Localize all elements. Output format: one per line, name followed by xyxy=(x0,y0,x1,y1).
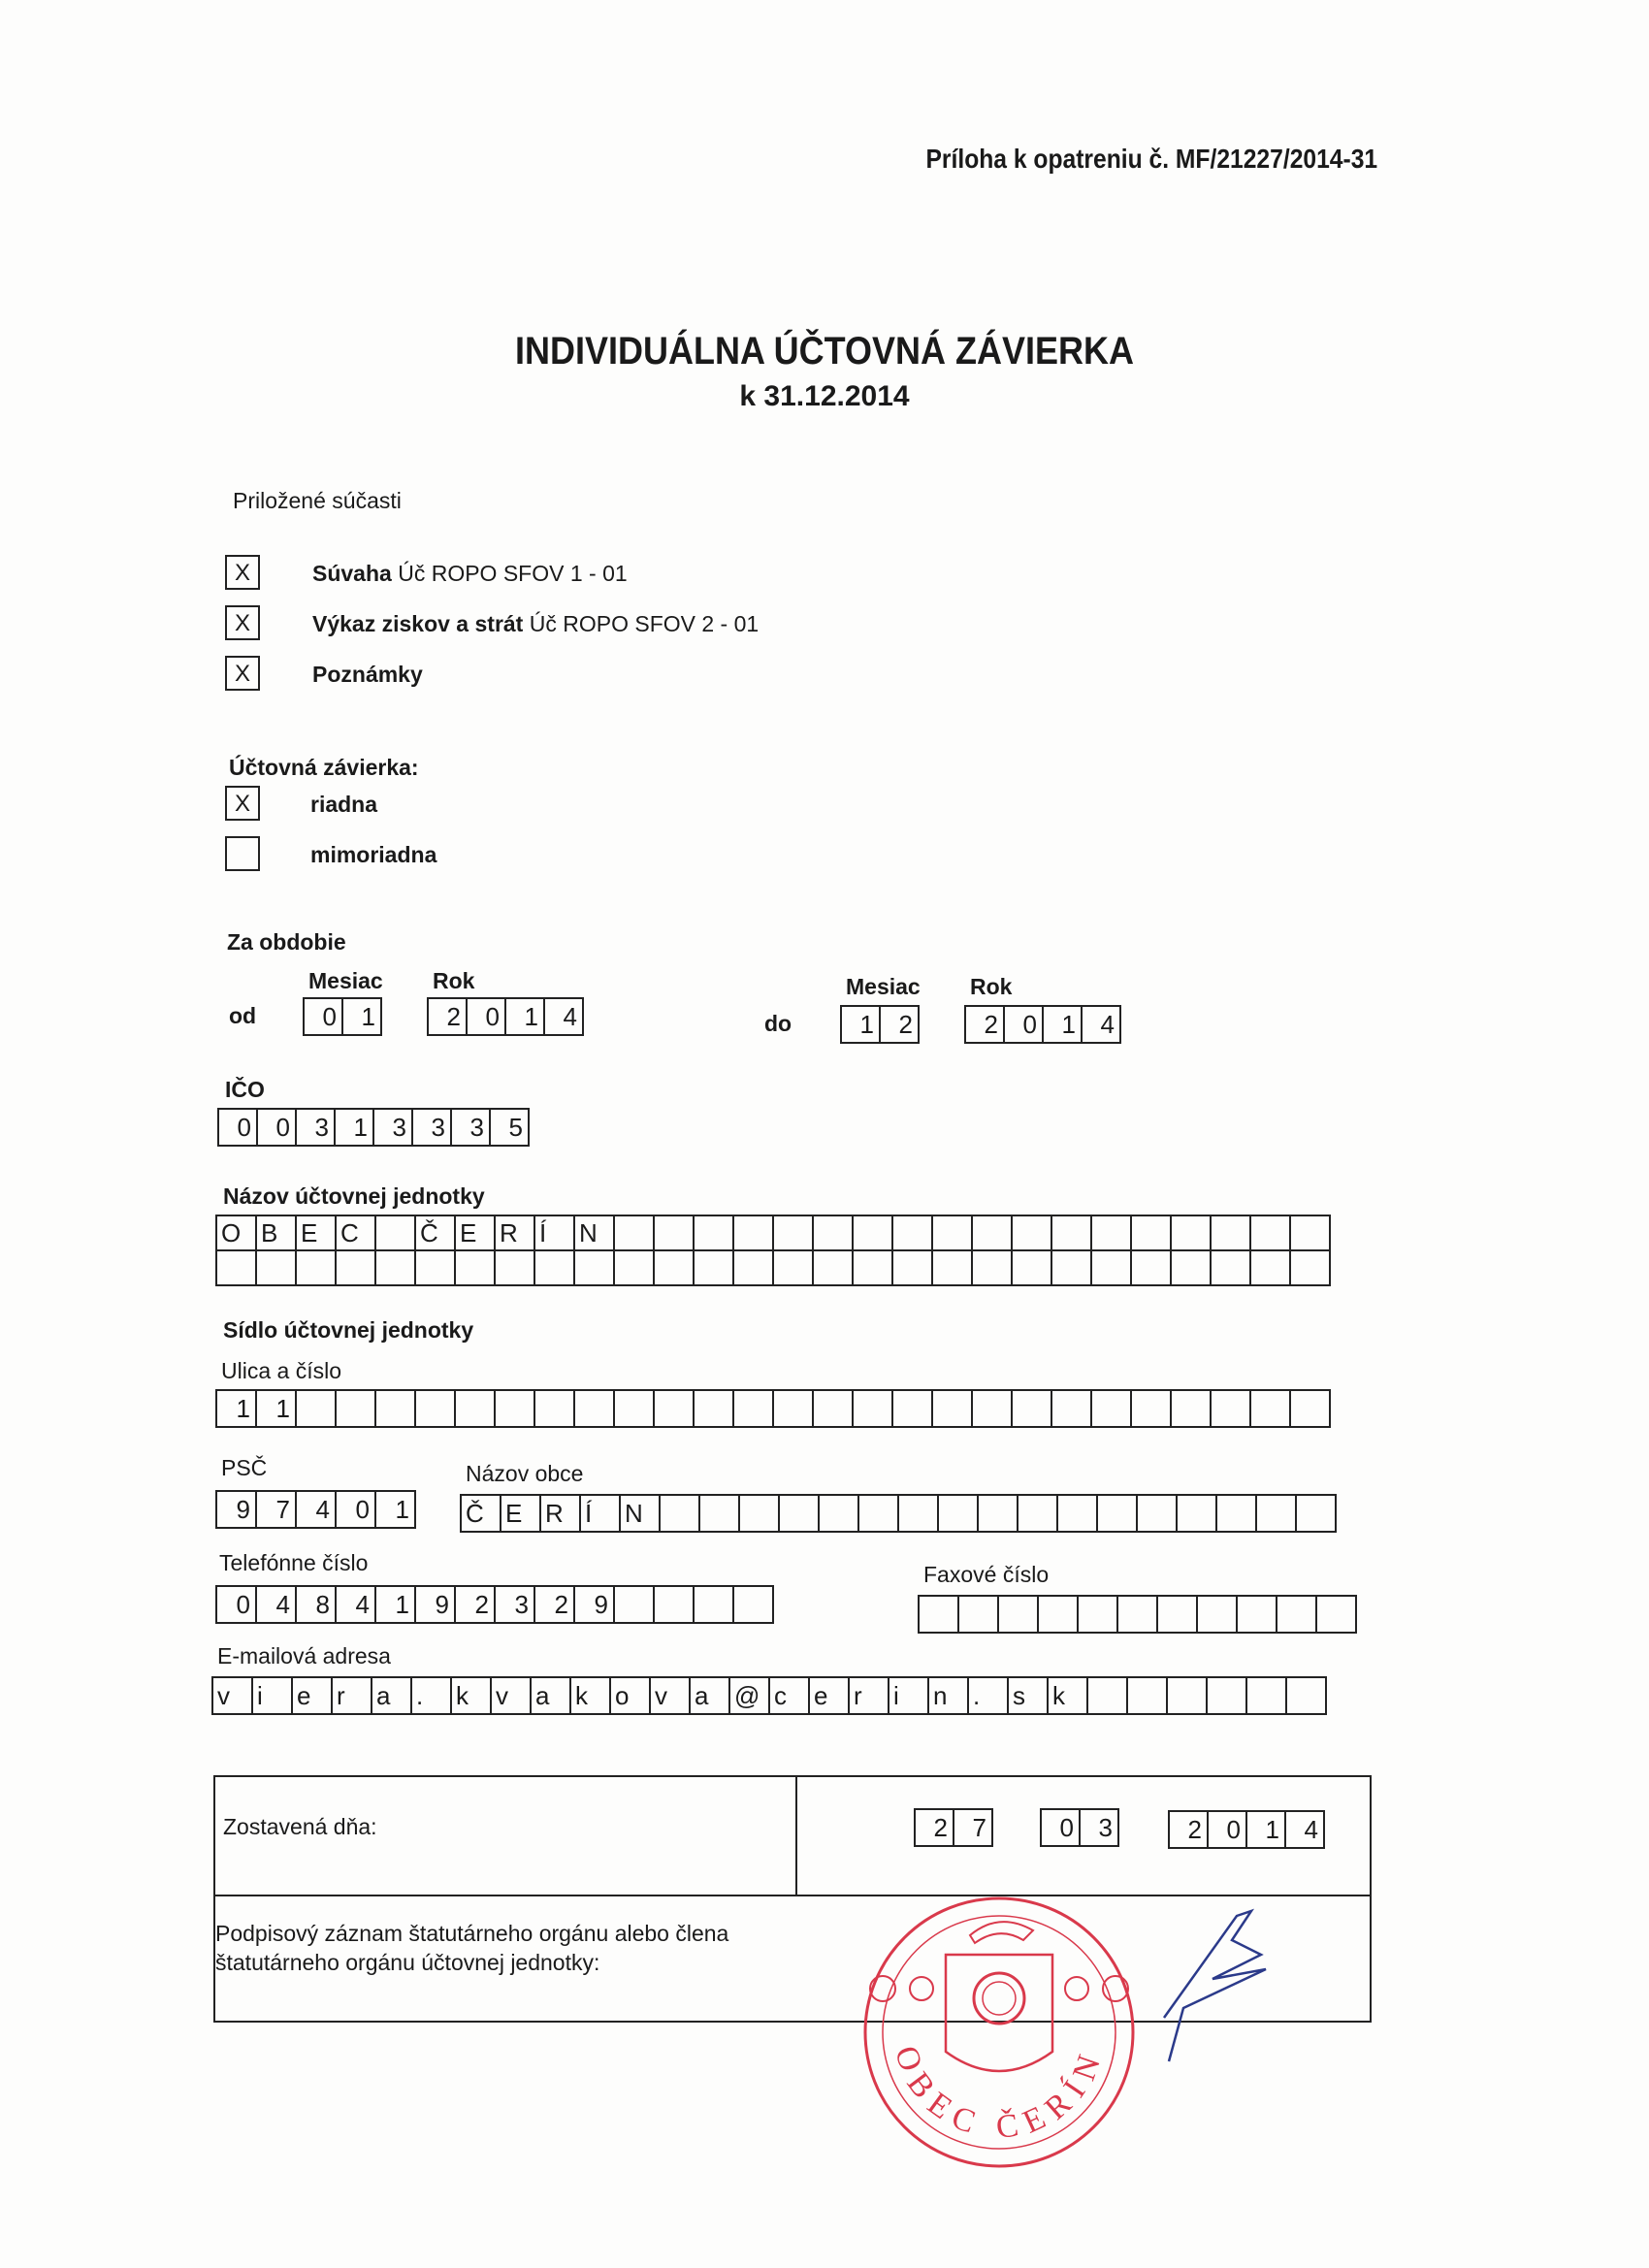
attachment-income-name: Výkaz ziskov a strát xyxy=(312,611,524,636)
name-row2-cell[interactable] xyxy=(772,1249,814,1286)
signature-mark xyxy=(1145,1901,1271,2066)
name-row1-cell[interactable]: R xyxy=(494,1215,535,1251)
to-month-label: Mesiac xyxy=(846,974,921,999)
name-row2-cell[interactable] xyxy=(374,1249,416,1286)
c-day-cell[interactable]: 2 xyxy=(914,1808,954,1847)
phone-label: Telefónne číslo xyxy=(219,1550,369,1575)
name-row2-cell[interactable] xyxy=(653,1249,695,1286)
name-row1-cell[interactable]: O xyxy=(215,1215,257,1251)
document-title: INDIVIDUÁLNA ÚČTOVNÁ ZÁVIERKA xyxy=(514,330,1135,373)
street-cell[interactable] xyxy=(1011,1389,1052,1428)
fax-cell[interactable] xyxy=(1315,1595,1357,1634)
fax-cell[interactable] xyxy=(957,1595,999,1634)
ico-cell[interactable]: 0 xyxy=(256,1108,297,1147)
name-row2-cell[interactable] xyxy=(1289,1249,1331,1286)
phone-cell[interactable]: 4 xyxy=(335,1585,376,1624)
phone-cell[interactable]: 9 xyxy=(414,1585,456,1624)
street-cell[interactable]: 1 xyxy=(215,1389,257,1428)
phone-cell[interactable]: 8 xyxy=(295,1585,337,1624)
email-cell[interactable] xyxy=(1086,1676,1128,1715)
phone-cell[interactable]: 2 xyxy=(454,1585,496,1624)
fax-cell[interactable] xyxy=(1156,1595,1198,1634)
street-cell[interactable] xyxy=(971,1389,1013,1428)
from-month-cell[interactable]: 1 xyxy=(341,997,382,1036)
email-cell[interactable]: e xyxy=(808,1676,850,1715)
street-cell[interactable] xyxy=(732,1389,774,1428)
phone-cell[interactable]: 9 xyxy=(573,1585,615,1624)
name-row1-cell[interactable] xyxy=(374,1215,416,1251)
ico-field[interactable] xyxy=(217,1108,530,1147)
street-cell[interactable] xyxy=(573,1389,615,1428)
email-cell[interactable]: k xyxy=(569,1676,611,1715)
city-cell[interactable] xyxy=(1056,1494,1098,1533)
to-year-field[interactable] xyxy=(964,1005,1121,1044)
street-cell[interactable] xyxy=(1090,1389,1132,1428)
document-date: k 31.12.2014 xyxy=(739,380,910,412)
name-row2-cell[interactable] xyxy=(693,1249,734,1286)
fax-cell[interactable] xyxy=(1276,1595,1317,1634)
name-row2-cell[interactable] xyxy=(454,1249,496,1286)
phone-cell[interactable]: 3 xyxy=(494,1585,535,1624)
name-row2-cell[interactable] xyxy=(852,1249,893,1286)
city-cell[interactable] xyxy=(738,1494,780,1533)
street-cell[interactable] xyxy=(295,1389,337,1428)
city-cell[interactable] xyxy=(659,1494,700,1533)
name-row2-cell[interactable] xyxy=(812,1249,854,1286)
name-row2-cell[interactable] xyxy=(1051,1249,1092,1286)
fax-cell[interactable] xyxy=(1077,1595,1118,1634)
from-month-field[interactable] xyxy=(303,997,382,1036)
street-field[interactable] xyxy=(215,1389,1331,1428)
name-row1-cell[interactable] xyxy=(971,1215,1013,1251)
box-divider-vertical xyxy=(795,1775,797,1896)
street-cell[interactable] xyxy=(414,1389,456,1428)
street-cell[interactable] xyxy=(335,1389,376,1428)
email-cell[interactable]: v xyxy=(490,1676,532,1715)
attachment-balance xyxy=(312,561,628,587)
name-row2-cell[interactable] xyxy=(1170,1249,1212,1286)
street-cell[interactable] xyxy=(1210,1389,1251,1428)
email-cell[interactable]: a xyxy=(371,1676,412,1715)
compiled-day-field[interactable] xyxy=(914,1808,993,1847)
street-cell[interactable] xyxy=(1170,1389,1212,1428)
street-cell[interactable]: 1 xyxy=(255,1389,297,1428)
street-cell[interactable] xyxy=(613,1389,655,1428)
email-cell[interactable]: a xyxy=(689,1676,730,1715)
fax-cell[interactable] xyxy=(1116,1595,1158,1634)
fax-cell[interactable] xyxy=(918,1595,959,1634)
city-cell[interactable] xyxy=(857,1494,899,1533)
phone-cell[interactable]: 1 xyxy=(374,1585,416,1624)
city-cell[interactable] xyxy=(698,1494,740,1533)
city-cell[interactable] xyxy=(1295,1494,1337,1533)
to-year-cell[interactable]: 4 xyxy=(1081,1005,1121,1044)
name-row1-cell[interactable]: E xyxy=(295,1215,337,1251)
city-cell[interactable] xyxy=(897,1494,939,1533)
email-cell[interactable]: . xyxy=(967,1676,1009,1715)
from-month-label: Mesiac xyxy=(308,968,383,993)
name-row1-cell[interactable] xyxy=(812,1215,854,1251)
phone-cell[interactable] xyxy=(613,1585,655,1624)
c-month-cell[interactable]: 3 xyxy=(1079,1808,1119,1847)
c-year-cell[interactable]: 0 xyxy=(1207,1810,1247,1849)
signature-label: Podpisový záznam štatutárneho orgánu alebo člena štatutárneho orgánu účtovnej jednotky: xyxy=(215,1921,729,1975)
email-cell[interactable]: o xyxy=(609,1676,651,1715)
ico-cell[interactable]: 0 xyxy=(217,1108,258,1147)
name-row1-cell[interactable] xyxy=(1210,1215,1251,1251)
closing-regular-label: riadna xyxy=(310,792,378,817)
name-row1-cell[interactable] xyxy=(732,1215,774,1251)
fax-field[interactable] xyxy=(918,1595,1357,1634)
fax-cell[interactable] xyxy=(1196,1595,1238,1634)
to-year-cell[interactable]: 1 xyxy=(1042,1005,1083,1044)
ico-cell[interactable]: 3 xyxy=(411,1108,452,1147)
name-row1-cell[interactable] xyxy=(891,1215,933,1251)
psc-cell[interactable]: 7 xyxy=(255,1490,297,1529)
city-cell[interactable] xyxy=(937,1494,979,1533)
compiled-date-label: Zostavená dňa: xyxy=(223,1814,377,1839)
phone-field[interactable] xyxy=(215,1585,774,1624)
to-label: do xyxy=(764,1011,792,1036)
street-cell[interactable] xyxy=(931,1389,973,1428)
street-cell[interactable] xyxy=(653,1389,695,1428)
name-row1-cell[interactable]: Č xyxy=(414,1215,456,1251)
email-cell[interactable] xyxy=(1206,1676,1247,1715)
city-field[interactable] xyxy=(460,1494,1337,1533)
street-cell[interactable] xyxy=(1289,1389,1331,1428)
city-cell[interactable]: Í xyxy=(579,1494,621,1533)
c-year-cell[interactable]: 2 xyxy=(1168,1810,1209,1849)
from-year-cell[interactable]: 2 xyxy=(427,997,468,1036)
name-row1-cell[interactable] xyxy=(1130,1215,1172,1251)
from-year-cell[interactable]: 0 xyxy=(466,997,506,1036)
unit-name-row-1[interactable] xyxy=(215,1215,1331,1251)
city-cell[interactable] xyxy=(1136,1494,1178,1533)
fax-cell[interactable] xyxy=(1236,1595,1277,1634)
email-cell[interactable] xyxy=(1166,1676,1208,1715)
name-row1-cell[interactable] xyxy=(931,1215,973,1251)
name-row2-cell[interactable] xyxy=(215,1249,257,1286)
from-year-cell[interactable]: 4 xyxy=(543,997,584,1036)
email-label: E-mailová adresa xyxy=(217,1643,391,1669)
name-row2-cell[interactable] xyxy=(1130,1249,1172,1286)
street-cell[interactable] xyxy=(454,1389,496,1428)
name-row2-cell[interactable] xyxy=(613,1249,655,1286)
email-cell[interactable]: @ xyxy=(728,1676,770,1715)
to-year-label: Rok xyxy=(970,974,1013,999)
email-cell[interactable] xyxy=(1245,1676,1287,1715)
attachment-income xyxy=(312,611,759,637)
to-year-cell[interactable]: 0 xyxy=(1003,1005,1044,1044)
name-row2-cell[interactable] xyxy=(534,1249,575,1286)
ico-cell[interactable]: 3 xyxy=(372,1108,413,1147)
compiled-year-field[interactable] xyxy=(1168,1810,1325,1849)
closing-type-label: Účtovná závierka: xyxy=(229,755,419,780)
closing-regular-checkbox[interactable]: X xyxy=(225,786,260,821)
fax-label: Faxové číslo xyxy=(923,1562,1050,1587)
attachment-checkbox-income[interactable]: X xyxy=(225,605,260,640)
name-row2-cell[interactable] xyxy=(573,1249,615,1286)
name-row2-cell[interactable] xyxy=(494,1249,535,1286)
email-cell[interactable]: a xyxy=(530,1676,571,1715)
city-cell[interactable]: Č xyxy=(460,1494,501,1533)
name-row1-cell[interactable]: E xyxy=(454,1215,496,1251)
city-cell[interactable] xyxy=(1176,1494,1217,1533)
email-cell[interactable]: r xyxy=(848,1676,889,1715)
phone-cell[interactable] xyxy=(732,1585,774,1624)
c-month-cell[interactable]: 0 xyxy=(1040,1808,1081,1847)
to-month-cell[interactable]: 1 xyxy=(840,1005,881,1044)
name-row1-cell[interactable]: Í xyxy=(534,1215,575,1251)
ico-cell[interactable]: 5 xyxy=(489,1108,530,1147)
street-cell[interactable] xyxy=(1249,1389,1291,1428)
from-year-field[interactable] xyxy=(427,997,584,1036)
email-cell[interactable]: s xyxy=(1007,1676,1049,1715)
name-row1-cell[interactable] xyxy=(693,1215,734,1251)
c-year-cell[interactable]: 1 xyxy=(1245,1810,1286,1849)
name-row1-cell[interactable]: B xyxy=(255,1215,297,1251)
fax-cell[interactable] xyxy=(1037,1595,1079,1634)
psc-cell[interactable]: 0 xyxy=(335,1490,376,1529)
name-row1-cell[interactable] xyxy=(1011,1215,1052,1251)
attachment-notes xyxy=(312,662,423,688)
name-row2-cell[interactable] xyxy=(1210,1249,1251,1286)
email-cell[interactable]: e xyxy=(291,1676,333,1715)
from-month-cell[interactable]: 0 xyxy=(303,997,343,1036)
name-row2-cell[interactable] xyxy=(255,1249,297,1286)
name-row2-cell[interactable] xyxy=(931,1249,973,1286)
street-cell[interactable] xyxy=(494,1389,535,1428)
municipal-stamp xyxy=(854,1896,1145,2187)
name-row1-cell[interactable] xyxy=(613,1215,655,1251)
attachment-notes-name: Poznámky xyxy=(312,662,423,687)
psc-cell[interactable]: 9 xyxy=(215,1490,257,1529)
city-cell[interactable] xyxy=(1017,1494,1058,1533)
name-row2-cell[interactable] xyxy=(891,1249,933,1286)
city-cell[interactable] xyxy=(778,1494,820,1533)
name-row2-cell[interactable] xyxy=(1090,1249,1132,1286)
attachment-balance-name: Súvaha xyxy=(312,561,392,586)
name-row2-cell[interactable] xyxy=(1249,1249,1291,1286)
closing-extraordinary-label: mimoriadna xyxy=(310,842,437,867)
email-cell[interactable]: i xyxy=(888,1676,929,1715)
name-row1-cell[interactable]: C xyxy=(335,1215,376,1251)
unit-name-field[interactable] xyxy=(215,1215,1331,1286)
street-cell[interactable] xyxy=(891,1389,933,1428)
street-cell[interactable] xyxy=(812,1389,854,1428)
psc-cell[interactable]: 1 xyxy=(374,1490,416,1529)
street-cell[interactable] xyxy=(852,1389,893,1428)
to-year-cell[interactable]: 2 xyxy=(964,1005,1005,1044)
name-row1-cell[interactable] xyxy=(772,1215,814,1251)
phone-cell[interactable]: 2 xyxy=(534,1585,575,1624)
email-cell[interactable]: k xyxy=(1047,1676,1088,1715)
name-row1-cell[interactable] xyxy=(1289,1215,1331,1251)
ico-cell[interactable]: 1 xyxy=(334,1108,374,1147)
box-divider-horizontal xyxy=(213,1895,1372,1896)
phone-cell[interactable] xyxy=(653,1585,695,1624)
psc-field[interactable] xyxy=(215,1490,416,1529)
email-cell[interactable]: v xyxy=(211,1676,253,1715)
to-month-cell[interactable]: 2 xyxy=(879,1005,920,1044)
phone-cell[interactable] xyxy=(693,1585,734,1624)
name-row1-cell[interactable] xyxy=(1249,1215,1291,1251)
name-row2-cell[interactable] xyxy=(335,1249,376,1286)
name-row1-cell[interactable] xyxy=(1170,1215,1212,1251)
name-row2-cell[interactable] xyxy=(971,1249,1013,1286)
name-row1-cell[interactable] xyxy=(653,1215,695,1251)
name-row2-cell[interactable] xyxy=(1011,1249,1052,1286)
street-cell[interactable] xyxy=(374,1389,416,1428)
compiled-month-field[interactable] xyxy=(1040,1808,1119,1847)
street-label: Ulica a číslo xyxy=(221,1358,341,1383)
city-cell[interactable] xyxy=(818,1494,859,1533)
closing-extraordinary-checkbox[interactable] xyxy=(225,836,260,871)
street-cell[interactable] xyxy=(693,1389,734,1428)
name-row2-cell[interactable] xyxy=(414,1249,456,1286)
city-cell[interactable] xyxy=(977,1494,1018,1533)
attachment-balance-code: Úč ROPO SFOV 1 - 01 xyxy=(391,561,628,586)
psc-cell[interactable]: 4 xyxy=(295,1490,337,1529)
name-row2-cell[interactable] xyxy=(732,1249,774,1286)
name-row1-cell[interactable] xyxy=(1090,1215,1132,1251)
email-cell[interactable] xyxy=(1285,1676,1327,1715)
city-cell[interactable]: E xyxy=(500,1494,541,1533)
to-month-field[interactable] xyxy=(840,1005,920,1044)
phone-cell[interactable]: 0 xyxy=(215,1585,257,1624)
email-cell[interactable]: r xyxy=(331,1676,372,1715)
seat-label: Sídlo účtovnej jednotky xyxy=(223,1317,474,1343)
email-cell[interactable]: n xyxy=(927,1676,969,1715)
street-cell[interactable] xyxy=(772,1389,814,1428)
email-cell[interactable]: c xyxy=(768,1676,810,1715)
city-cell[interactable] xyxy=(1255,1494,1297,1533)
street-cell[interactable] xyxy=(534,1389,575,1428)
email-cell[interactable]: i xyxy=(251,1676,293,1715)
ico-cell[interactable]: 3 xyxy=(295,1108,336,1147)
street-cell[interactable] xyxy=(1051,1389,1092,1428)
name-row2-cell[interactable] xyxy=(295,1249,337,1286)
name-row1-cell[interactable]: N xyxy=(573,1215,615,1251)
attachment-checkbox-notes[interactable]: X xyxy=(225,656,260,691)
attached-parts-label: Priložené súčasti xyxy=(233,488,402,513)
name-row1-cell[interactable] xyxy=(852,1215,893,1251)
attachment-checkbox-balance[interactable]: X xyxy=(225,555,260,590)
attachment-income-code: Úč ROPO SFOV 2 - 01 xyxy=(523,611,760,636)
street-cell[interactable] xyxy=(1130,1389,1172,1428)
city-cell[interactable] xyxy=(1215,1494,1257,1533)
city-cell[interactable]: N xyxy=(619,1494,661,1533)
phone-cell[interactable]: 4 xyxy=(255,1585,297,1624)
city-label: Názov obce xyxy=(466,1461,584,1486)
stamp-text: OBEC ČERÍN xyxy=(887,2041,1112,2147)
unit-name-label: Názov účtovnej jednotky xyxy=(223,1183,485,1209)
fax-cell[interactable] xyxy=(997,1595,1039,1634)
ico-label: IČO xyxy=(225,1077,265,1102)
email-cell[interactable]: . xyxy=(410,1676,452,1715)
unit-name-row-2[interactable] xyxy=(215,1251,1331,1286)
period-label: Za obdobie xyxy=(227,929,346,955)
c-year-cell[interactable]: 4 xyxy=(1284,1810,1325,1849)
email-cell[interactable] xyxy=(1126,1676,1168,1715)
city-cell[interactable] xyxy=(1096,1494,1138,1533)
ico-cell[interactable]: 3 xyxy=(450,1108,491,1147)
email-field[interactable] xyxy=(211,1676,1327,1715)
annex-reference: Príloha k opatreniu č. MF/21227/2014-31 xyxy=(925,144,1377,174)
from-year-label: Rok xyxy=(433,968,475,993)
name-row1-cell[interactable] xyxy=(1051,1215,1092,1251)
city-cell[interactable]: R xyxy=(539,1494,581,1533)
email-cell[interactable]: v xyxy=(649,1676,691,1715)
c-day-cell[interactable]: 7 xyxy=(953,1808,993,1847)
from-year-cell[interactable]: 1 xyxy=(504,997,545,1036)
from-label: od xyxy=(229,1003,257,1028)
psc-label: PSČ xyxy=(221,1455,268,1480)
email-cell[interactable]: k xyxy=(450,1676,492,1715)
